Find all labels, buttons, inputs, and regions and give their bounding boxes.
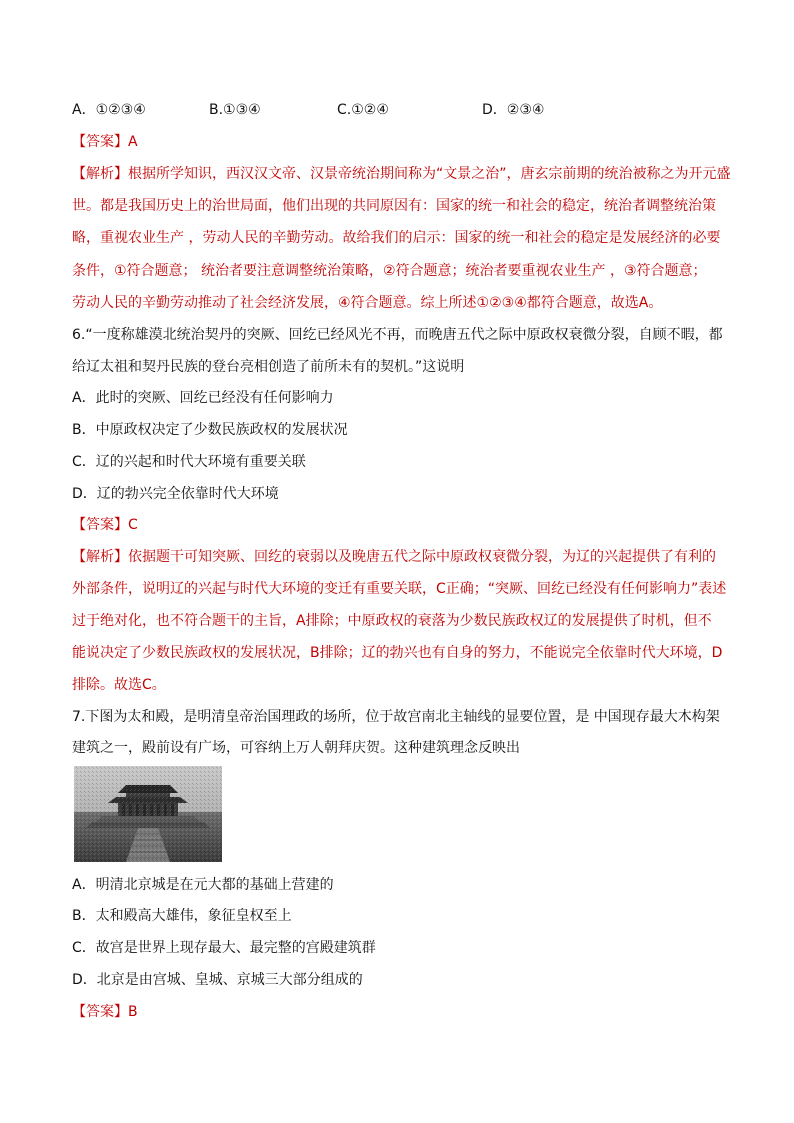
taihe-hall-photo — [74, 766, 222, 862]
analysis-tag: 【解析】 — [72, 166, 128, 182]
q5-option-c: C.①②④ — [337, 102, 389, 118]
q5-option-a: A．①②③④ — [72, 102, 146, 118]
q5-answer — [72, 132, 138, 152]
q6-analysis-line: 过于绝对化，也不符合题干的主旨，A排除；中原政权的衰落为少数民族政权辽的发展提供了时机，但不 — [72, 613, 712, 629]
q5-option-b: B.①③④ — [209, 102, 261, 118]
q6-option: A．此时的突厥、回纥已经没有任何影响力 — [72, 390, 334, 406]
q6-analysis-line: 能说决定了少数民族政权的发展状况，B排除；辽的勃兴也有自身的努力，不能说完全依靠时代大环境，D — [72, 645, 723, 661]
q6-stem-line: 给辽太祖和契丹民族的登台亮相创造了前所未有的契机。”这说明 — [72, 359, 465, 375]
q7-stem-line: 建筑之一，殿前设有广场，可容纳上万人朝拜庆贺。这种建筑理念反映出 — [72, 740, 520, 756]
q6-stem-line: 6.“一度称雄漠北统治契丹的突厥、回纥已经风光不再，而晚唐五代之际中原政权衰微分裂，自顾不暇，都 — [72, 327, 723, 343]
q6-analysis-line: 排除。故选C。 — [72, 677, 166, 693]
q6-option: C．辽的兴起和时代大环境有重要关联 — [72, 454, 306, 470]
analysis-tag: 【解析】 — [72, 549, 128, 565]
q7-option: B．太和殿高大雄伟，象征皇权至上 — [72, 908, 292, 924]
q5-option-d: D．②③④ — [482, 102, 545, 118]
q6-option: D．辽的勃兴完全依靠时代大环境 — [72, 486, 279, 502]
answer-value: A — [128, 134, 138, 150]
q6-answer — [72, 515, 138, 535]
q6-analysis-line: 【解析】依据题干可知突厥、回纥的衰弱以及晚唐五代之际中原政权衰微分裂，为辽的兴起提供了有利的 — [72, 549, 716, 565]
q6-option: B．中原政权决定了少数民族政权的发展状况 — [72, 422, 348, 438]
q5-analysis-line: 条件，①符合题意； 统治者要注意调整统治策略，②符合题意；统治者要重视农业生产 ，③符合题意； — [72, 263, 707, 279]
q7-stem-line: 7.下图为太和殿，是明清皇帝治国理政的场所，位于故宫南北主轴线的显要位置，是 中国现存最大木构架 — [72, 709, 720, 725]
q7-option: C．故宫是世界上现存最大、最完整的宫殿建筑群 — [72, 940, 376, 956]
q5-analysis-line: 略，重视农业生产 ，劳动人民的辛勤劳动。故给我们的启示：国家的统一和社会的稳定是发展经济的必要 — [72, 230, 721, 246]
answer-value: C — [128, 517, 138, 533]
q6-analysis-line: 外部条件，说明辽的兴起与时代大环境的变迁有重要关联，C正确；“突厥、回纥已经没有任何影响力”表述 — [72, 581, 727, 597]
answer-tag: 【答案】 — [72, 1004, 128, 1020]
answer-tag: 【答案】 — [72, 134, 128, 150]
q5-analysis-line: 世。都是我国历史上的治世局面，他们出现的共同原因有：国家的统一和社会的稳定，统治者调整统治策 — [72, 198, 716, 214]
q7-answer — [72, 1002, 138, 1022]
q7-option: D．北京是由宫城、皇城、京城三大部分组成的 — [72, 972, 363, 988]
q5-analysis-line: 劳动人民的辛勤劳动推动了社会经济发展，④符合题意。综上所述①②③④都符合题意，故选A。 — [72, 295, 663, 311]
q5-analysis-line: 【解析】根据所学知识，西汉汉文帝、汉景帝统治期间称为“文景之治”，唐玄宗前期的统治被称之为开元盛 — [72, 166, 731, 182]
answer-tag: 【答案】 — [72, 517, 128, 533]
answer-value: B — [128, 1004, 138, 1020]
q7-option: A．明清北京城是在元大都的基础上营建的 — [72, 877, 334, 893]
